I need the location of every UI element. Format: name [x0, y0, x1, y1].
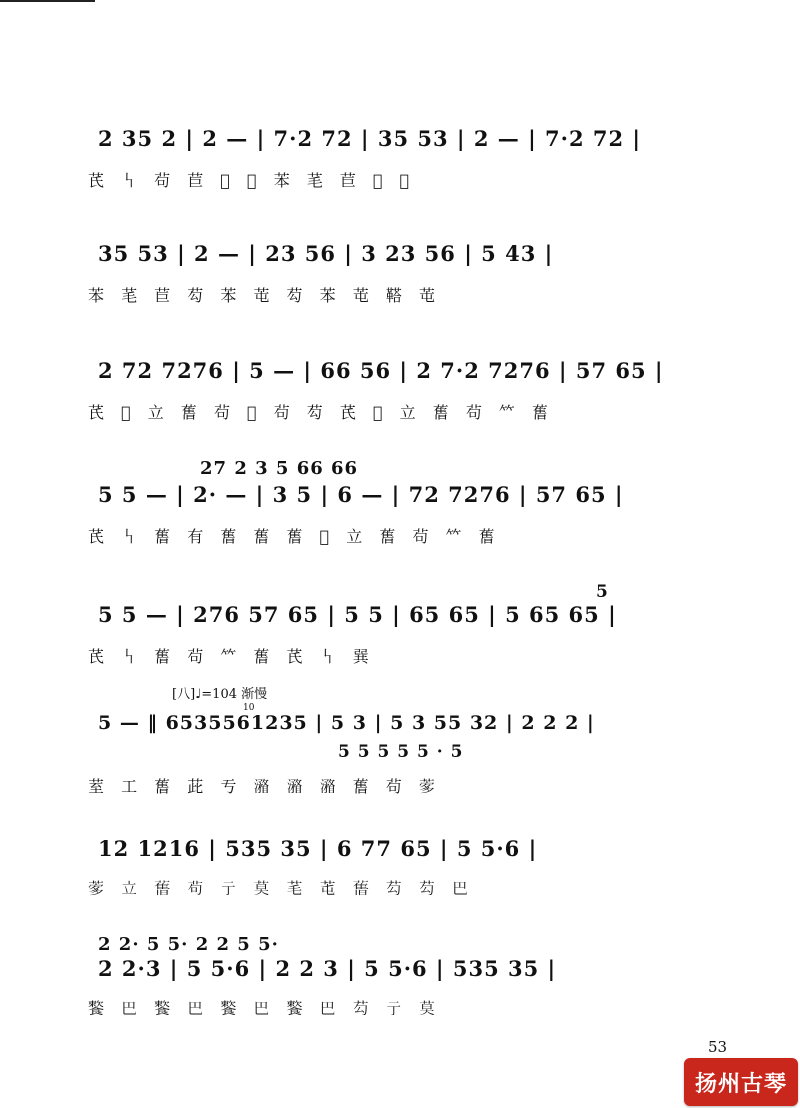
jianpu-notes: 2 35 2 | 2 — | 7·2 72 | 35 53 | 2 — | 7·2 72 |	[98, 126, 642, 151]
tablature-characters: 荎 工 𦾔 茈 亐 𣿧 𣿧 𣿧 𦾔 茍 𦴌	[88, 777, 441, 796]
page-number: 53	[708, 1038, 728, 1056]
tablature-line	[88, 279, 734, 313]
tablature-characters: 芪 𠃑 茍 苣 𧇉 𧇉 苯 芼 苣 𦴌 𦴌	[88, 171, 416, 190]
tablature-characters: 𦴌 立 𦾔 茍 亍 莫 芼 芚 𦾔 芶 芶 巴	[88, 879, 474, 898]
upper-voice-line	[88, 458, 734, 482]
tablature-characters: 芪 𠃑 𦾔 茍 𥫗 𦾔 芪 𠃑 𢁉	[88, 647, 375, 666]
tablature-line	[88, 994, 734, 1028]
jianpu-notes: 12 1216 | 535 35 | 6 77 65 | 5 5·6 |	[98, 836, 538, 861]
upper-voice-line	[88, 934, 734, 956]
tablature-characters: 芪 𧇉 立 𦾔 茍 𧇉 茍 芶 芪 𧇉 立 𦾔 茍 𥫗 𦾔	[88, 403, 555, 422]
upper-voice-notes: 5	[596, 582, 609, 602]
jianpu-notes: 5 — ‖ 6535561235 | 5 3 | 5 3 55 32 | 2 2 2 |	[98, 712, 595, 734]
jianpu-line	[88, 956, 734, 986]
upper-voice-notes: 27 2 3 5 66 66	[200, 458, 359, 479]
tablature-line	[88, 396, 734, 430]
music-system-5	[88, 582, 734, 674]
music-system-4	[88, 458, 734, 554]
jianpu-line	[88, 126, 734, 156]
jianpu-notes: 2 72 7276 | 5 — | 66 56 | 2 7·2 7276 | 57 65 |	[98, 358, 664, 383]
jianpu-line	[88, 482, 734, 512]
tempo-marking: [八]♩=104 渐慢	[172, 687, 268, 702]
jianpu-notes: 5 5 — | 2· — | 3 5 | 6 — | 72 7276 | 57 65 |	[98, 482, 624, 507]
jianpu-line	[88, 358, 734, 388]
jianpu-line	[88, 836, 734, 866]
upper-voice-line	[88, 582, 734, 602]
music-system-1	[88, 126, 734, 198]
jianpu-notes: 35 53 | 2 — | 23 56 | 3 23 56 | 5 43 |	[98, 241, 554, 266]
tablature-characters: 𩞌 巴 𩞌 巴 𩞌 巴 𩞌 巴 芶 亍 莫	[88, 999, 441, 1018]
tablature-line	[88, 164, 734, 198]
tablature-line	[88, 770, 734, 804]
jianpu-line	[88, 241, 734, 271]
upper-voice-notes: 2 2· 5 5· 2 2 5 5·	[98, 934, 279, 955]
tablature-characters: 苯 芼 苣 芶 苯 芚 芶 苯 芚 鞳 芚	[88, 286, 441, 305]
music-system-3	[88, 358, 734, 430]
jianpu-notes: 2 2·3 | 5 5·6 | 2 2 3 | 5 5·6 | 535 35 |	[98, 956, 557, 981]
corner-rule	[0, 0, 95, 2]
lower-voice-notes: 5 5 5 5 5 · 5	[338, 742, 464, 762]
music-system-7	[88, 836, 734, 908]
music-system-2	[88, 241, 734, 313]
music-system-6	[88, 712, 734, 804]
jianpu-notes: 5 5 — | 276 57 65 | 5 5 | 65 65 | 5 65 65 |	[98, 602, 617, 627]
jianpu-line	[88, 602, 734, 632]
lower-voice-line	[88, 742, 734, 762]
watermark-logo: 扬州古琴	[684, 1058, 798, 1106]
music-system-8	[88, 934, 734, 1028]
tablature-line	[88, 520, 734, 554]
tablature-line	[88, 640, 734, 674]
jianpu-line	[88, 712, 734, 742]
tablature-line	[88, 874, 734, 908]
tablature-characters: 芪 𠃑 𦾔 有 𦾔 𦾔 𦾔 𧇉 立 𦾔 茍 𥫗 𦾔	[88, 527, 501, 546]
tuplet-number: 10	[243, 703, 255, 713]
